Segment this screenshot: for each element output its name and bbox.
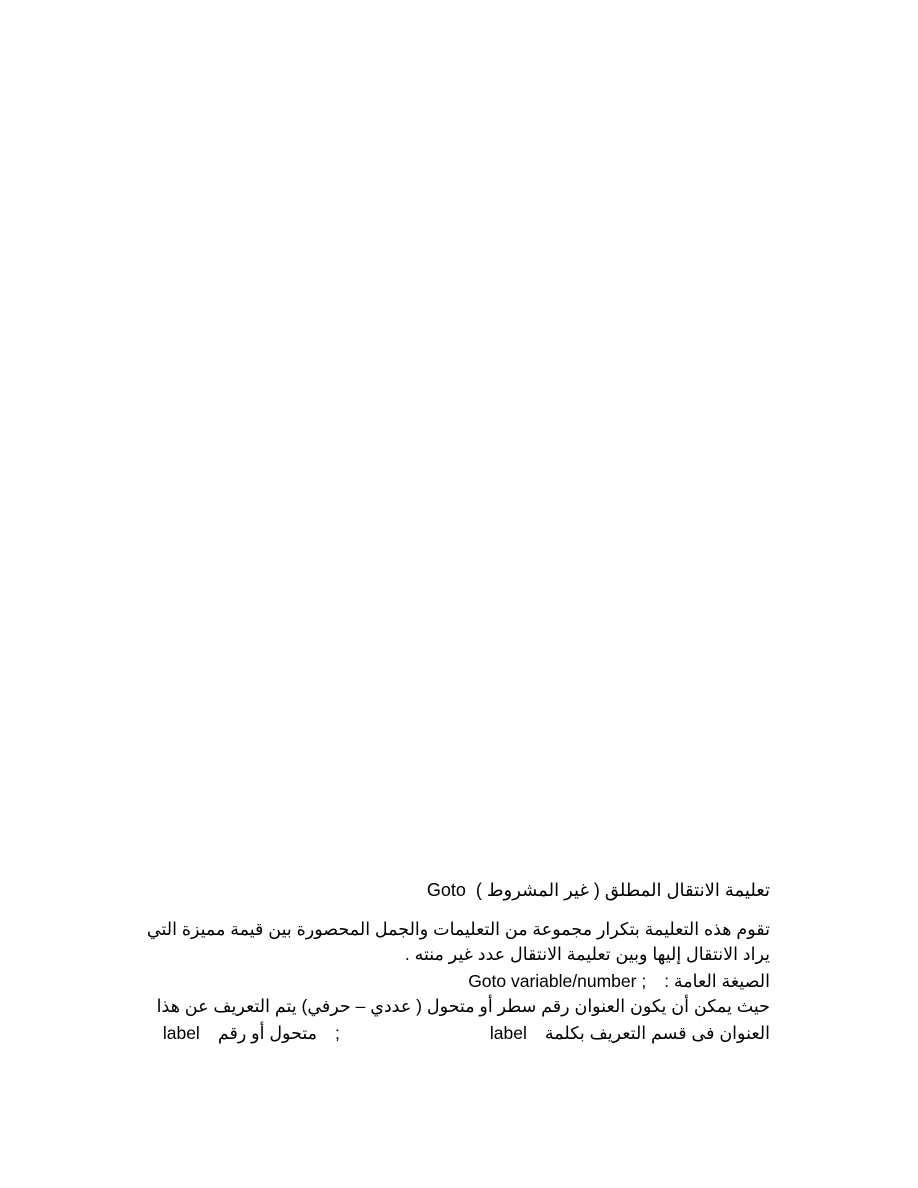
section-heading	[427, 879, 770, 901]
definition-line-1: حيث يمكن أن يكون العنوان رقم سطر أو متحول ( عددي – حرفي) يتم التعريف عن هذا	[156, 996, 770, 1016]
definition-keyword-b: label	[162, 1023, 200, 1043]
paragraph-line-1: تقوم هذه التعليمة بتكرار مجموعة من التعليمات والجمل المحصورة بين قيمة مميزة التي	[146, 919, 770, 939]
definition-keyword-a: label	[489, 1023, 527, 1043]
definition-text-b: متحول أو رقم	[217, 1023, 318, 1043]
syntax-line	[468, 970, 770, 992]
paragraph-line-2: يراد الانتقال إليها وبين تعليمة الانتقال عدد غير منته .	[404, 944, 770, 964]
heading-keyword: Goto	[426, 880, 466, 900]
definition-line-2	[163, 1022, 770, 1044]
heading-arabic-text: تعليمة الانتقال المطلق ( غير المشروط )	[475, 880, 770, 900]
syntax-label: الصيغة العامة :	[664, 971, 770, 991]
syntax-code: Goto variable/number ;	[468, 971, 647, 991]
definition-text-a: العنوان فى قسم التعريف بكلمة	[544, 1023, 770, 1043]
definition-semicolon: ;	[335, 1023, 340, 1043]
